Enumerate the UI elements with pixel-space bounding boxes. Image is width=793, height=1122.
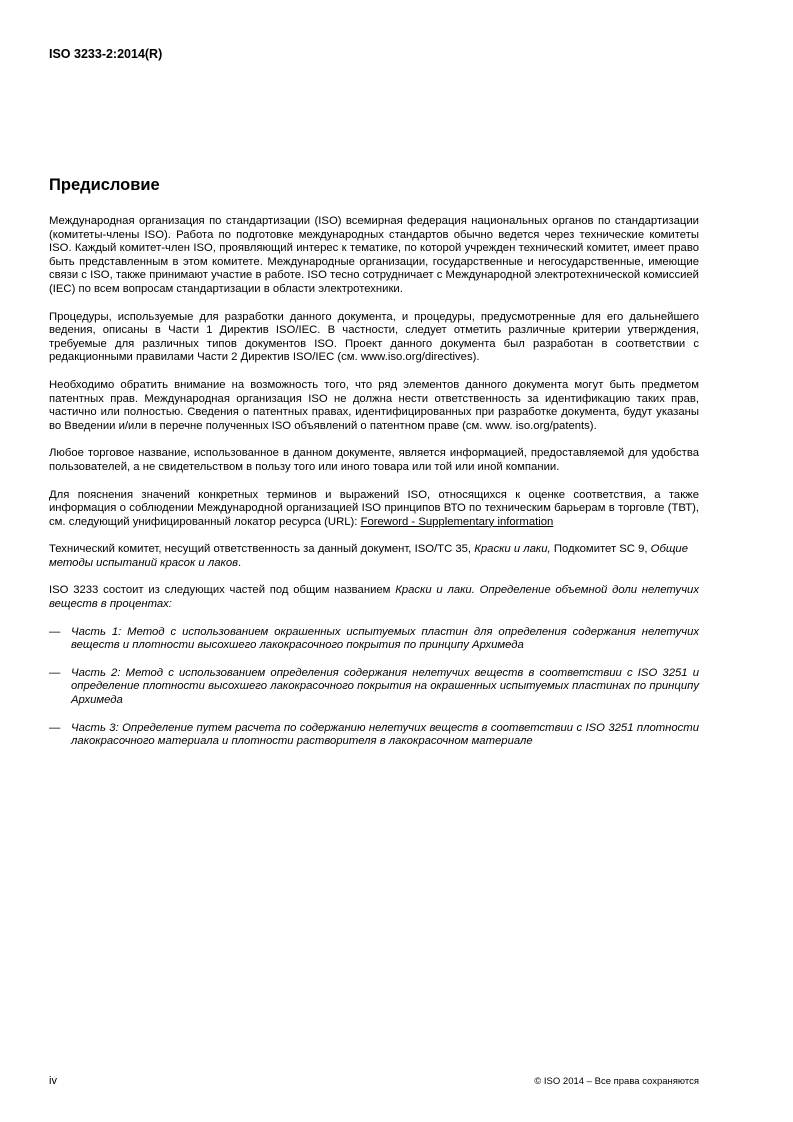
paragraph-procedures: Процедуры, используемые для разработки данного документа, и процедуры, предусмотренные для его дальнейшего ведения, описаны в Части 1 Директив ISO/IEC. В частности, следует отметить различные критерии утверждения, требуемые для различных типов документов ISO. Проект данного документа был разработан в соответствии с редакционными правилами Части 2 Директив ISO/IEC (см. www.iso.org/directives).	[49, 310, 699, 364]
parts-intro-text: ISO 3233 состоит из следующих частей под общим названием	[49, 584, 396, 597]
part-3-text: Часть 3: Определение путем расчета по содержанию нелетучих веществ в соответствии с ISO 3251 плотности лакокрасочного материала и плотности растворителя в лакокрасочном материале	[71, 721, 699, 748]
conformity-text: Для пояснения значений конкретных терминов и выражений ISO, относящихся к оценке соответствия, а также информация о соблюдении Международной организацией ISO принципов ВТО по техническим барьерам в торговле (ТВТ), см. следующий унифицированный локатор ресурса (URL):	[49, 488, 699, 528]
foreword-title: Предисловие	[49, 176, 160, 194]
paragraph-iso-organization: Международная организация по стандартизации (ISO) всемирная федерация национальных органов по стандартизации (комитеты-члены ISO). Работа по подготовке международных стандартов обычно ведется через технические комитеты ISO. Каждый комитет-член ISO, проявляющий интерес к тематике, по которой учрежден технический комитет, имеет право быть представленным в этом комитете. Международные организации, государственные и негосударственные, имеющие связи с ISO, также принимают участие в работе. ISO тесно сотрудничает с Международной электротехнической комиссией (IEC) по всем вопросам стандартизации в области электротехники.	[49, 215, 699, 295]
foreword-section	[49, 175, 699, 763]
list-item-part-1	[49, 626, 699, 653]
page-number: iv	[49, 1075, 57, 1087]
foreword-supplementary-link[interactable]: Foreword - Supplementary information	[360, 515, 554, 528]
paragraph-conformity	[49, 489, 699, 530]
part-2-text: Часть 2: Метод с использованием определения содержания нелетучих веществ в соответствии с ISO 3251 и определение плотности высохшего лакокрасочного покрытия на окрашенных испытуемых пластинах по принципу Архимеда	[71, 666, 699, 707]
committee-text-1: Технический комитет, несущий ответственность за данный документ, ISO/TC 35,	[49, 543, 475, 556]
committee-title: Краски и лаки,	[474, 543, 551, 556]
paragraph-parts-intro	[49, 584, 699, 611]
subcommittee-title: Общие методы испытаний красок и лаков	[49, 543, 688, 569]
document-id: ISO 3233-2:2014(R)	[49, 47, 163, 61]
paragraph-trade-names: Любое торговое название, использованное в данном документе, является информацией, предоставляемой для удобства пользователей, а не свидетельством в пользу того или иного товара или той или иной компании.	[49, 447, 699, 473]
paragraph-patents: Необходимо обратить внимание на возможность того, что ряд элементов данного документа могут быть предметом патентных прав. Международная организация ISO не должна нести ответственность за идентификацию таких прав, частично или полностью. Сведения о патентных правах, идентифицированных при разработке документа, будут указаны во Введении и/или в перечне полученных ISO объявлений о патентном праве (см. www. iso.org/patents).	[49, 378, 699, 432]
list-item-part-2	[49, 667, 699, 708]
general-title: Краски и лаки. Определение объемной доли нелетучих веществ в процентах:	[49, 584, 699, 611]
list-dash: —	[49, 721, 61, 734]
committee-text-2: Подкомитет SC 9,	[550, 543, 651, 556]
list-dash: —	[49, 625, 61, 638]
committee-text-3: .	[238, 556, 242, 569]
part-1-text: Часть 1: Метод с использованием окрашенных испытуемых пластин для определения содержания нелетучих веществ и плотности высохшего лакокрасочного покрытия по принципу Архимеда	[71, 625, 699, 652]
paragraph-committee	[49, 543, 699, 570]
copyright-notice: © ISO 2014 – Все права сохраняются	[534, 1076, 699, 1087]
list-item-part-3	[49, 722, 699, 749]
list-dash: —	[49, 666, 61, 679]
